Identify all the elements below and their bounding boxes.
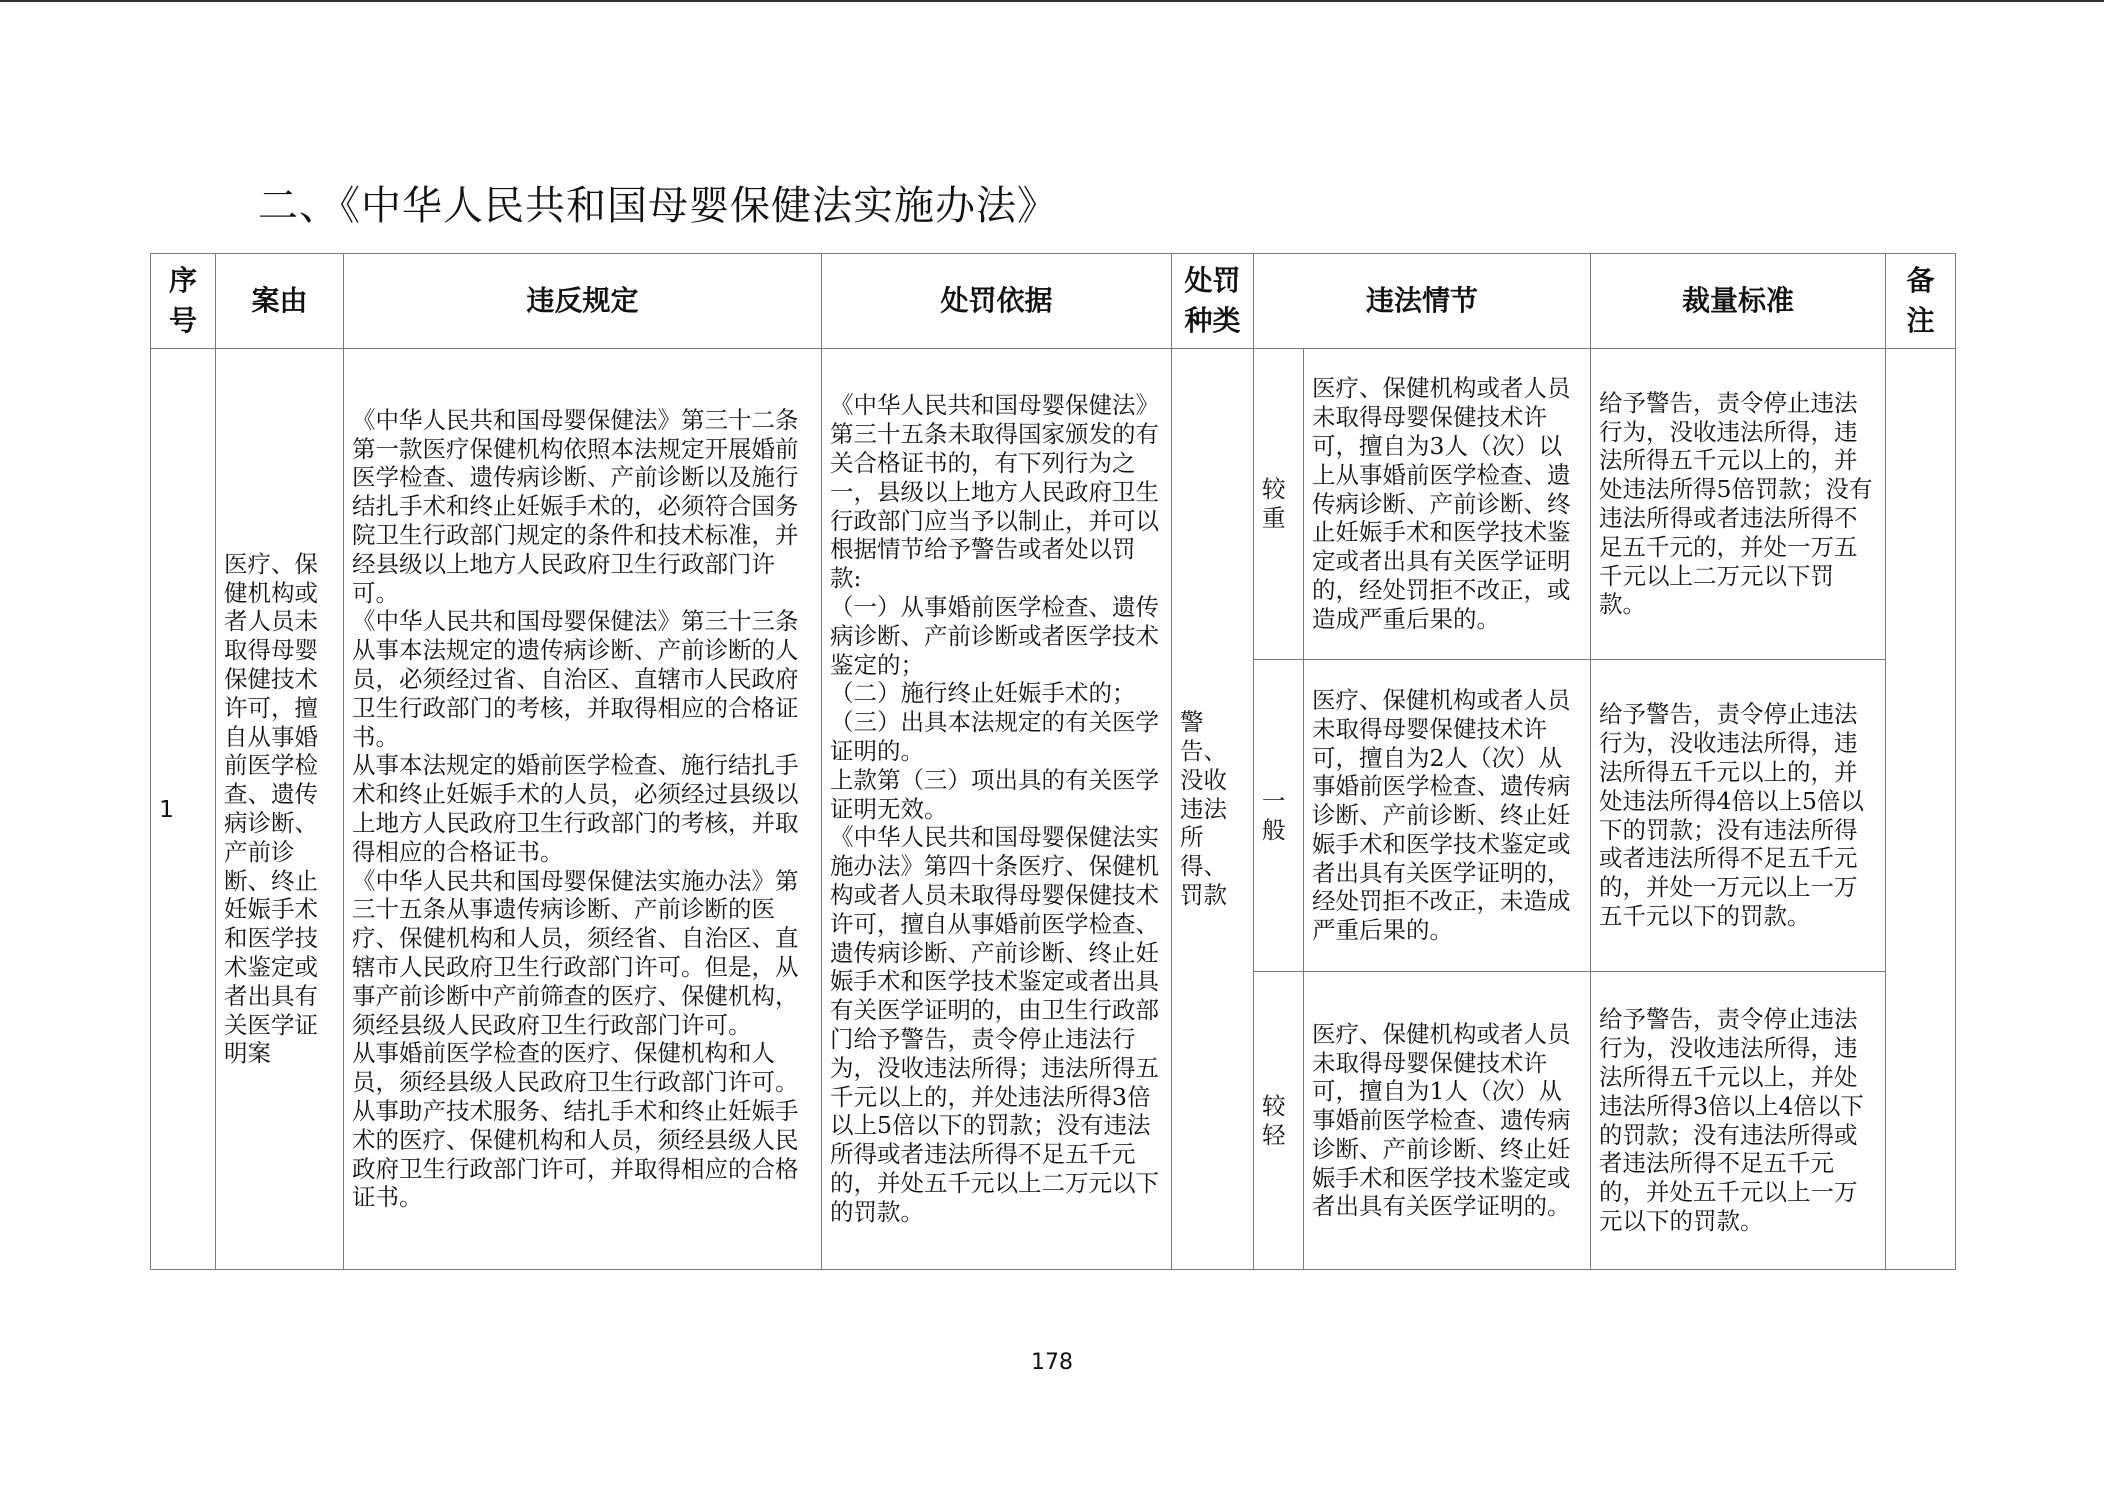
top-border-rule xyxy=(0,0,2104,2)
row-seq: 1 xyxy=(151,349,216,1270)
grade-minor: 较轻 xyxy=(1254,972,1304,1270)
header-circumstance: 违法情节 xyxy=(1254,254,1591,349)
row-basis: 《中华人民共和国母婴保健法》第三十五条未取得国家颁发的有关合格证书的，有下列行为之一，县级以上地方人民政府卫生行政部门应当予以制止，并可以根据情节给予警告或者处以罚款: （一）从事婚前医学检查、遗传病诊断、产前诊断或者医学技术鉴定的； （二）施行终止妊娠手术的； （三）出具本法规定的有关医学证明的。 上款第（三）项出具的有关医学证明无效。 《中华人民共和国母婴保健法实施办法》第四十条医疗、保健机构或者人员未取得母婴保健技术许可，擅自从事婚前医学检查、遗传病诊断、产前诊断、终止妊娠手术和医学技术鉴定或者出具有关医学证明的，由卫生行政部门给予警告，责令停止违法行为，没收违法所得；违法所得五千元以上的，并处违法所得3倍以上5倍以下的罚款；没有违法所得或者违法所得不足五千元的，并处五千元以上二万元以下的罚款。 xyxy=(822,349,1172,1270)
row-case: 医疗、保健机构或者人员未取得母婴保健技术许可，擅自从事婚前医学检查、遗传病诊断、产前诊断、终止妊娠手术和医学技术鉴定或者出具有关医学证明案 xyxy=(216,349,344,1270)
header-standard: 裁量标准 xyxy=(1591,254,1886,349)
row-penalty-type: 警告、没收违法所得、罚款 xyxy=(1172,349,1254,1270)
row-remarks xyxy=(1886,349,1956,1270)
header-penalty-type: 处罚 种类 xyxy=(1172,254,1254,349)
header-violation: 违反规定 xyxy=(344,254,822,349)
row-violation: 《中华人民共和国母婴保健法》第三十二条第一款医疗保健机构依照本法规定开展婚前医学检查、遗传病诊断、产前诊断以及施行结扎手术和终止妊娠手术的，必须符合国务院卫生行政部门规定的条件和技术标准，并经县级以上地方人民政府卫生行政部门许可。 《中华人民共和国母婴保健法》第三十三条从事本法规定的遗传病诊断、产前诊断的人员，必须经过省、自治区、直辖市人民政府卫生行政部门的考核，并取得相应的合格证书。 从事本法规定的婚前医学检查、施行结扎手术和终止妊娠手术的人员，必须经过县级以上地方人民政府卫生行政部门的考核，并取得相应的合格证书。 《中华人民共和国母婴保健法实施办法》第三十五条从事遗传病诊断、产前诊断的医疗、保健机构和人员，须经省、自治区、直辖市人民政府卫生行政部门许可。但是，从事产前诊断中产前筛查的医疗、保健机构，须经县级人民政府卫生行政部门许可。 从事婚前医学检查的医疗、保健机构和人员，须经县级人民政府卫生行政部门许可。 从事助产技术服务、结扎手术和终止妊娠手术的医疗、保健机构和人员，须经县级人民政府卫生行政部门许可，并取得相应的合格证书。 xyxy=(344,349,822,1270)
document-title: 二、《中华人民共和国母婴保健法实施办法》 xyxy=(258,183,1058,229)
header-remarks: 备 注 xyxy=(1886,254,1956,349)
circumstance-minor: 医疗、保健机构或者人员未取得母婴保健技术许可，擅自为1人（次）从事婚前医学检查、遗传病诊断、产前诊断、终止妊娠手术和医学技术鉴定或者出具有关医学证明的。 xyxy=(1304,972,1591,1270)
discretion-standards-table xyxy=(150,253,1956,1270)
circumstance-general: 医疗、保健机构或者人员未取得母婴保健技术许可，擅自为2人（次）从事婚前医学检查、遗传病诊断、产前诊断、终止妊娠手术和医学技术鉴定或者出具有关医学证明的，经处罚拒不改正，未造成严重后果的。 xyxy=(1304,660,1591,972)
header-case: 案由 xyxy=(216,254,344,349)
standard-general: 给予警告，责令停止违法行为，没收违法所得，违法所得五千元以上的，并处违法所得4倍以上5倍以下的罚款；没有违法所得或者违法所得不足五千元的，并处一万元以上一万五千元以下的罚款。 xyxy=(1591,660,1886,972)
header-seq: 序 号 xyxy=(151,254,216,349)
page-number: 178 xyxy=(1031,1350,1073,1375)
header-row xyxy=(151,254,1956,349)
standard-minor: 给予警告，责令停止违法行为，没收违法所得，违法所得五千元以上，并处违法所得3倍以上4倍以下的罚款；没有违法所得或者违法所得不足五千元的，并处五千元以上一万元以下的罚款。 xyxy=(1591,972,1886,1270)
grade-severe: 较重 xyxy=(1254,349,1304,660)
grade-general: 一般 xyxy=(1254,660,1304,972)
table-row xyxy=(151,349,1956,660)
header-basis: 处罚依据 xyxy=(822,254,1172,349)
circumstance-severe: 医疗、保健机构或者人员未取得母婴保健技术许可，擅自为3人（次）以上从事婚前医学检查、遗传病诊断、产前诊断、终止妊娠手术和医学技术鉴定或者出具有关医学证明的，经处罚拒不改正，或造成严重后果的。 xyxy=(1304,349,1591,660)
standard-severe: 给予警告，责令停止违法行为，没收违法所得，违法所得五千元以上的，并处违法所得5倍罚款；没有违法所得或者违法所得不足五千元的，并处一万五千元以上二万元以下罚款。 xyxy=(1591,349,1886,660)
